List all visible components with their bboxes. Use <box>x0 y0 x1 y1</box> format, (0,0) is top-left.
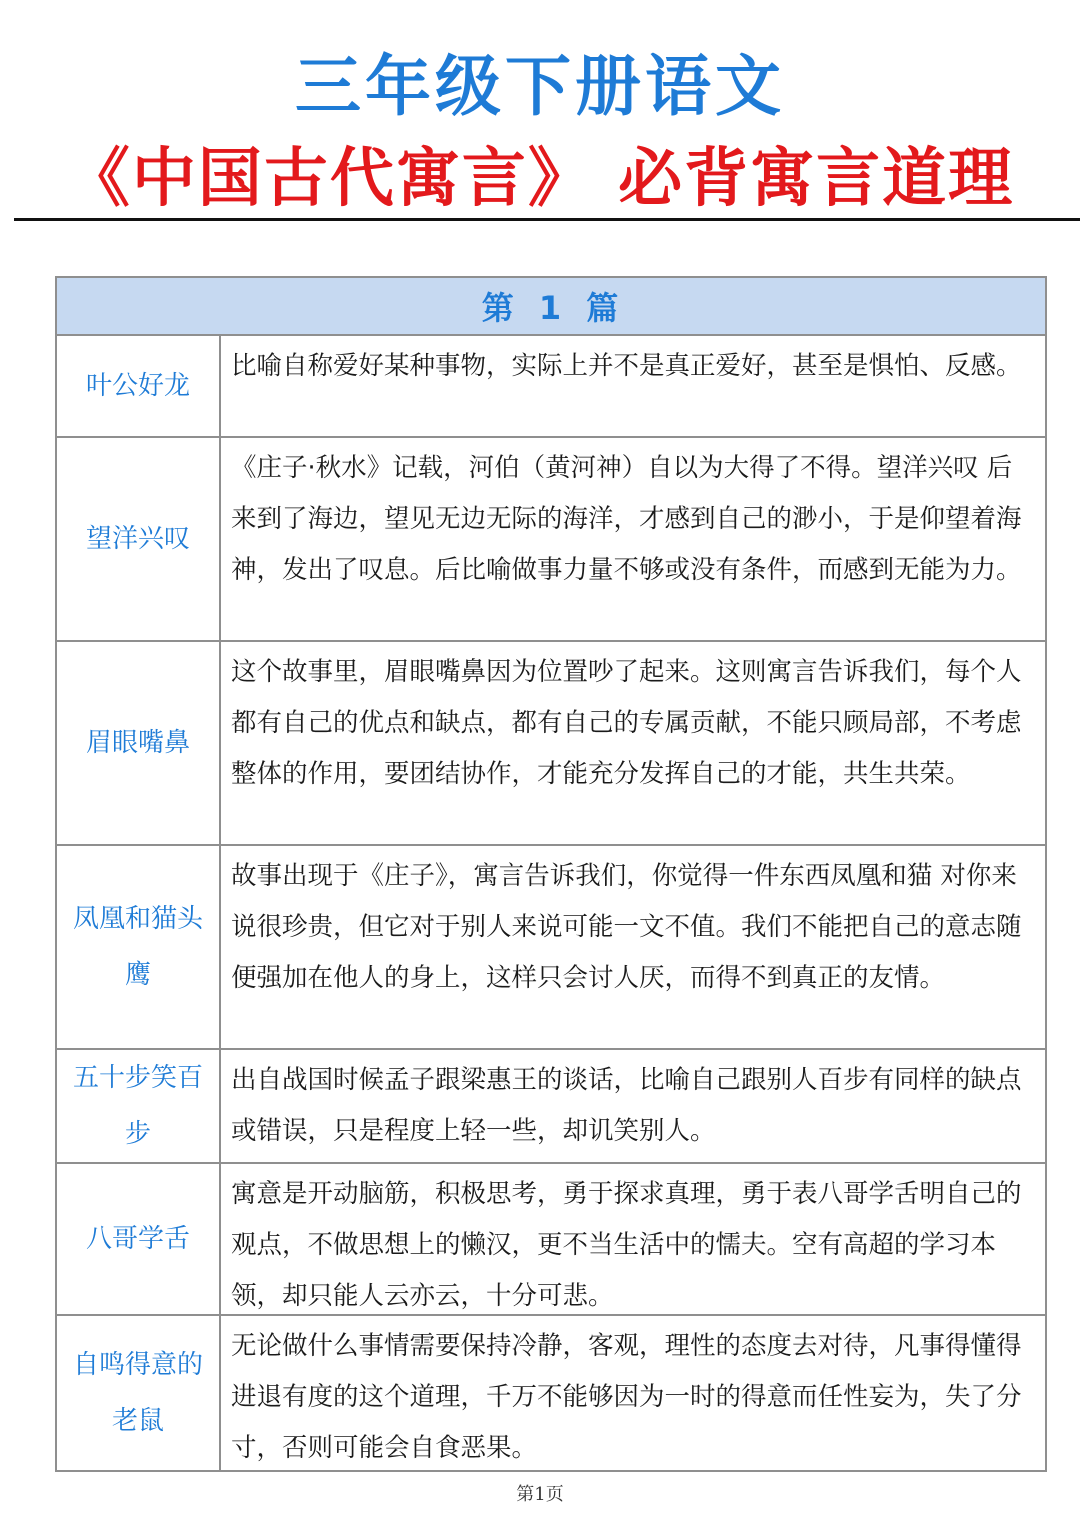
table-row <box>57 1316 1045 1470</box>
table-row <box>57 336 1045 438</box>
fables-table <box>55 276 1047 1472</box>
fable-meaning: 出自战国时候孟子跟梁惠王的谈话，比喻自己跟别人百步有同样的缺点或错误，只是程度上轻一些，却讥笑别人。 <box>231 1065 1022 1146</box>
title-grade-subject: 三年级下册语文 <box>295 48 785 125</box>
table-row <box>57 438 1045 642</box>
fable-name: 眉眼嘴鼻 <box>57 642 221 844</box>
table-row <box>57 1164 1045 1316</box>
fable-name: 叶公好龙 <box>57 336 221 436</box>
fable-meaning: 比喻自称爱好某种事物，实际上并不是真正爱好，甚至是惧怕、反感。 <box>231 351 1022 381</box>
fable-meaning: 《庄子·秋水》记载，河伯（黄河神）自以为大得了不得。望洋兴叹 后来到了海边，望见无边无际的海洋，才感到自己的渺小，于是仰望着海神，发出了叹息。后比喻做事力量不够或没有条件，而感到无能为力。 <box>231 453 1022 585</box>
fable-meaning: 无论做什么事情需要保持冷静，客观，理性的态度去对待，凡事得懂得进退有度的这个道理，千万不能够因为一时的得意而任性妄为，失了分寸，否则可能会自食恶果。 <box>231 1331 1022 1463</box>
table-heading: 第 1 篇 <box>57 278 1045 336</box>
fable-name: 五十步笑百步 <box>57 1050 221 1162</box>
page-number: 第1页 <box>516 1484 564 1505</box>
fable-name: 凤凰和猫头鹰 <box>57 846 221 1048</box>
fable-name: 望洋兴叹 <box>57 438 221 640</box>
fable-meaning: 寓意是开动脑筋，积极思考，勇于探求真理，勇于表八哥学舌明自己的观点，不做思想上的懒汉，更不当生活中的懦夫。空有高超的学习本领，却只能人云亦云，十分可悲。 <box>231 1179 1022 1311</box>
fable-name: 自鸣得意的老鼠 <box>57 1316 221 1470</box>
fable-meaning: 这个故事里，眉眼嘴鼻因为位置吵了起来。这则寓言告诉我们，每个人都有自己的优点和缺点，都有自己的专属贡献，不能只顾局部，不考虑整体的作用，要团结协作，才能充分发挥自己的才能，共生共荣。 <box>231 657 1022 789</box>
table-row <box>57 1050 1045 1164</box>
title-divider <box>14 218 1080 221</box>
fable-name: 八哥学舌 <box>57 1164 221 1314</box>
fable-meaning: 故事出现于《庄子》，寓言告诉我们，你觉得一件东西凤凰和猫 对你来说很珍贵，但它对于别人来说可能一文不值。我们不能把自己的意志随便强加在他人的身上，这样只会讨人厌，而得不到真正的友情。 <box>231 861 1022 993</box>
table-row <box>57 642 1045 846</box>
table-row <box>57 846 1045 1050</box>
title-fables-morals: 《中国古代寓言》 必背寓言道理 <box>65 142 1015 216</box>
